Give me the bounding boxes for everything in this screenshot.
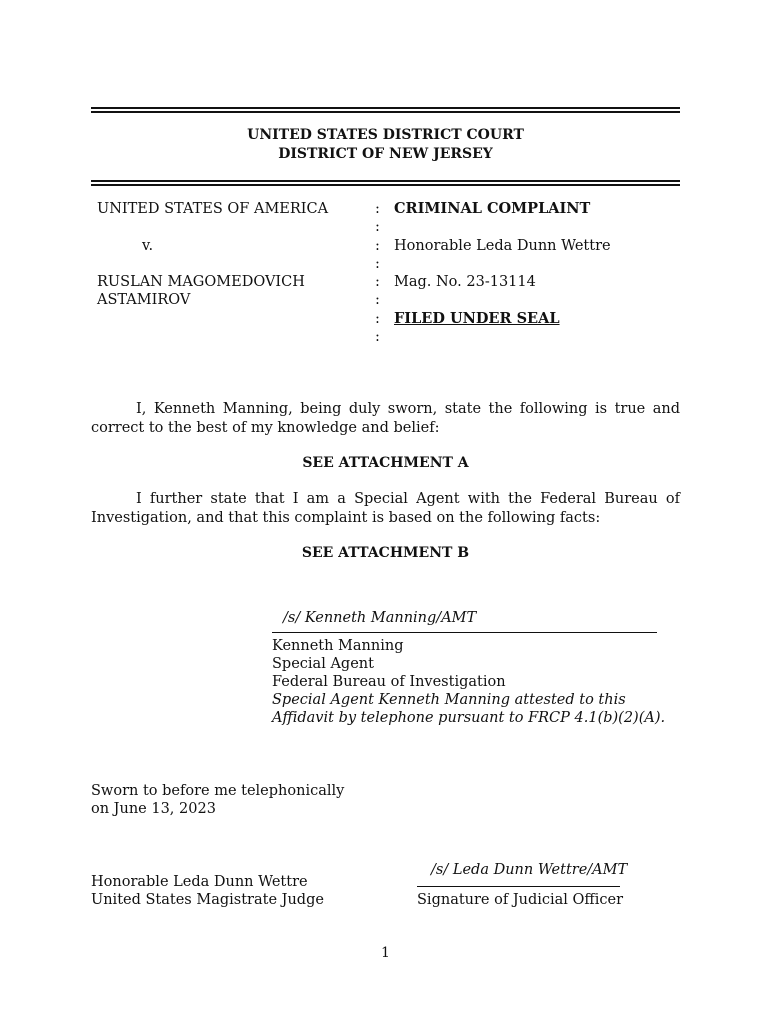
caption-colon: : (375, 292, 380, 308)
caption-colon: : (375, 329, 380, 345)
judge-signature: /s/ Leda Dunn Wettre/AMT (431, 862, 628, 878)
sworn-line1: Sworn to before me telephonically (91, 783, 345, 799)
affiant-agency: Federal Bureau of Investigation (272, 674, 506, 690)
affiant-title: Special Agent (272, 656, 374, 672)
judicial-signature-label: Signature of Judicial Officer (417, 892, 624, 908)
caption-double-rule-upper (91, 180, 680, 182)
caption-colon: : (375, 274, 380, 290)
magistrate-number: Mag. No. 23-13114 (394, 274, 536, 290)
top-double-rule-lower (91, 111, 680, 113)
affiant-signature: /s/ Kenneth Manning/AMT (283, 610, 477, 626)
attachment-b-heading: SEE ATTACHMENT B (301, 545, 470, 561)
caption-colon: : (375, 219, 380, 235)
judge-caption: Honorable Leda Dunn Wettre (394, 238, 611, 254)
agent-statement: I further state that I am a Special Agent with the Federal Bureau of Investigation, and that this complaint is based on the following facts: (91, 491, 680, 526)
judge-signature-line (417, 886, 620, 887)
judge-title: United States Magistrate Judge (91, 892, 324, 908)
attestation-note-line1: Special Agent Kenneth Manning attested to this (272, 692, 626, 708)
affiant-name: Kenneth Manning (272, 638, 404, 654)
sworn-date: on June 13, 2023 (91, 801, 216, 817)
affiant-signature-line (272, 632, 657, 633)
page-number: 1 (381, 945, 390, 961)
defendant-name-line2: ASTAMIROV (97, 292, 191, 308)
caption-colon: : (375, 311, 380, 327)
affiant-statement: I, Kenneth Manning, being duly sworn, state the following is true and correct to the best of my knowledge and belief: (91, 401, 680, 436)
caption-colon: : (375, 256, 380, 272)
attestation-note-line2: Affidavit by telephone pursuant to FRCP 4.1(b)(2)(A). (272, 710, 666, 726)
caption-colon: : (375, 238, 380, 254)
caption-double-rule-lower (91, 184, 680, 186)
document-type: CRIMINAL COMPLAINT (394, 200, 591, 217)
court-district: DISTRICT OF NEW JERSEY (278, 146, 493, 162)
court-name: UNITED STATES DISTRICT COURT (247, 127, 524, 143)
caption-colon: : (375, 201, 380, 217)
judge-name: Honorable Leda Dunn Wettre (91, 874, 308, 890)
filed-under-seal: FILED UNDER SEAL (394, 310, 560, 327)
attachment-a-heading: SEE ATTACHMENT A (302, 455, 469, 471)
versus-text: v. (142, 238, 154, 254)
top-double-rule-upper (91, 107, 680, 109)
defendant-name-line1: RUSLAN MAGOMEDOVICH (97, 274, 305, 290)
plaintiff-name: UNITED STATES OF AMERICA (97, 201, 329, 217)
